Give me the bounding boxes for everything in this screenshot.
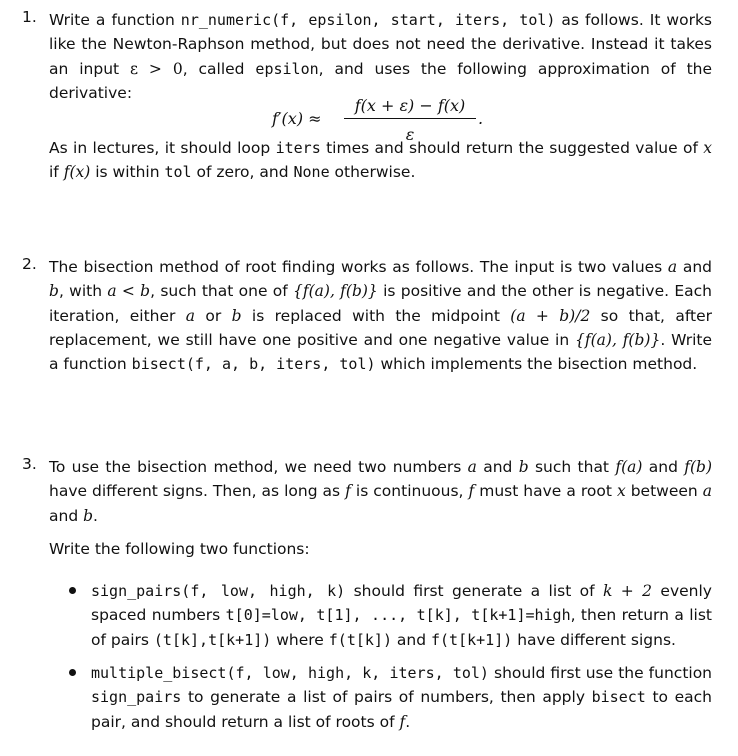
code-pair: (t[k],t[k+1]): [153, 630, 272, 649]
math-f: f: [399, 712, 406, 731]
text: should first generate a list of: [345, 582, 604, 601]
text: Write a function: [49, 11, 181, 29]
formula-numerator: f(x + ε) − f(x): [344, 96, 476, 119]
text: , such that one of: [150, 282, 294, 301]
math-fx: f(x): [63, 163, 91, 182]
problem-number: 1.: [22, 8, 37, 26]
text: and: [391, 630, 431, 649]
text: , and uses the following approximation of the derivative:: [49, 59, 713, 102]
math-b: b: [49, 282, 59, 301]
math-epsilon-condition: ε > 0: [130, 59, 183, 78]
code-tol: tol: [164, 163, 192, 182]
text: have different signs. Then, as long as: [49, 482, 346, 501]
function-signature: bisect(f, a, b, iters, tol): [131, 355, 376, 374]
text: such that: [528, 458, 616, 476]
text: is replaced with the midpoint: [241, 306, 511, 325]
text: which implements the bisection method.: [375, 355, 698, 374]
math-b: b: [231, 306, 242, 325]
text: of zero, and: [191, 163, 294, 182]
text: evenly spaced numbers: [91, 582, 712, 625]
formula-lhs: f′(x) ≈: [272, 109, 322, 128]
text: , with: [58, 282, 108, 301]
text: to generate a list of pairs of numbers, then apply: [181, 688, 592, 707]
text: , called: [182, 59, 256, 78]
math-set: {f(a), f(b)}: [293, 282, 378, 301]
text: to each pair, and should return a list of roots of: [91, 688, 713, 731]
math-x: x: [616, 482, 626, 501]
function-signature: sign_pairs(f, low, high, k): [91, 582, 346, 601]
text: otherwise.: [329, 163, 416, 182]
problem-number: 2.: [22, 255, 37, 273]
function-signature: nr_numeric(f, epsilon, start, iters, tol): [180, 11, 556, 29]
formula-period: .: [478, 109, 484, 128]
math-a: a: [185, 306, 196, 325]
text: between: [625, 482, 703, 501]
list-item: [49, 579, 712, 652]
text: have different signs.: [512, 630, 676, 649]
text: and: [476, 458, 519, 476]
text: .: [93, 506, 98, 525]
code-sign-pairs: sign_pairs: [91, 688, 182, 707]
code-none: None: [293, 163, 330, 182]
text: and: [642, 458, 685, 476]
math-b: b: [518, 458, 529, 476]
text: if: [49, 163, 64, 182]
problem-3: [22, 455, 712, 743]
math-a: a: [467, 458, 477, 476]
text: and: [677, 258, 712, 276]
bullet-icon: [69, 669, 76, 676]
text: .: [405, 712, 411, 731]
math-set: {f(a), f(b)}: [575, 330, 661, 349]
text: is continuous,: [350, 482, 469, 501]
math-f: f: [468, 482, 475, 501]
math-fb: f(b): [684, 458, 712, 476]
text: As in lectures, it should loop: [49, 139, 276, 157]
code-iters: iters: [275, 139, 321, 157]
text: times and should return the suggested value of: [320, 139, 704, 157]
function-signature: multiple_bisect(f, low, high, k, iters, tol): [91, 664, 489, 683]
list-item: [49, 661, 712, 734]
problem-2-text: [49, 255, 712, 376]
math-a-less-b: a < b: [107, 282, 151, 301]
problem-3-text: [49, 455, 712, 734]
code-ftk1: f(t[k+1]): [431, 630, 513, 649]
text: where: [271, 630, 329, 649]
text: To use the bisection method, we need two numbers: [49, 458, 468, 476]
code-epsilon: epsilon: [255, 59, 319, 78]
text: The bisection method of root finding works as follows. The input is two values: [49, 258, 668, 276]
text: , then return a list of pairs: [91, 606, 712, 649]
text: as follows. It works like the Newton-Raphson method, but does not need the derivative. Instead it takes an input: [49, 11, 713, 78]
function-list: [49, 579, 712, 734]
math-b: b: [83, 506, 94, 525]
text: is positive and the other is negative. Each iteration, either: [49, 282, 712, 325]
bullet-icon: [69, 587, 76, 594]
text: or: [195, 306, 232, 325]
text: and: [49, 506, 84, 525]
intro-text: Write the following two functions:: [49, 539, 310, 558]
code-ftk: f(t[k]): [328, 630, 392, 649]
code-bisect: bisect: [591, 688, 646, 707]
math-f: f: [345, 482, 351, 501]
text: . Write a function: [49, 330, 713, 374]
formula-fraction: [344, 96, 476, 144]
text: must have a root: [474, 482, 617, 501]
text: so that, after replacement, we still have one positive and one negative value in: [49, 306, 713, 349]
math-fa: f(a): [615, 458, 643, 476]
problem-number: 3.: [22, 455, 37, 473]
code-sequence: t[0]=low, t[1], ..., t[k], t[k+1]=high: [225, 606, 571, 625]
text: should first use the function: [488, 664, 713, 683]
math-midpoint: (a + b)/2: [510, 306, 591, 325]
text: is within: [90, 163, 165, 182]
math-a: a: [702, 482, 712, 501]
formula-denominator: ε: [405, 125, 415, 144]
problem-2: [22, 255, 712, 376]
math-x: x: [703, 139, 712, 157]
math-k-plus-2: k + 2: [603, 582, 653, 601]
math-a: a: [667, 258, 678, 276]
